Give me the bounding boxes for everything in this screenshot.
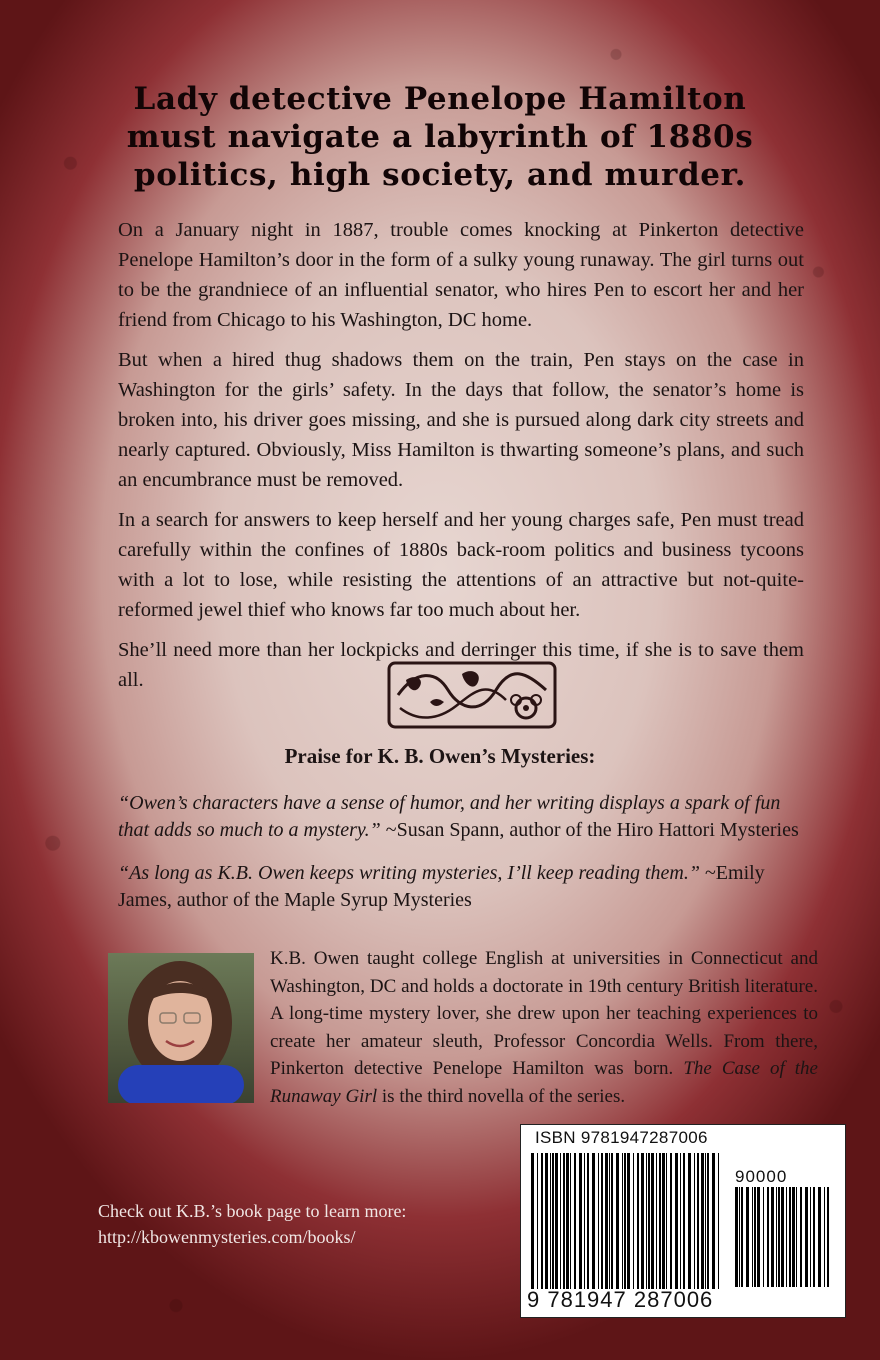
barcode-bar	[574, 1153, 576, 1289]
barcode-bar	[651, 1153, 654, 1289]
barcode-bar	[739, 1187, 740, 1287]
barcode-bar	[584, 1153, 585, 1289]
barcode-bar	[622, 1153, 623, 1289]
barcode-bar	[598, 1153, 599, 1289]
barcode-bar	[688, 1153, 691, 1289]
barcode-bar	[537, 1153, 538, 1289]
barcode-bar	[666, 1153, 667, 1289]
headline: Lady detective Penelope Hamilton must navigate a labyrinth of 1880s politics, high society, and murder.	[126, 81, 754, 193]
barcode-bar	[754, 1187, 756, 1287]
barcode-bar	[662, 1153, 665, 1289]
barcode-bar	[550, 1153, 551, 1289]
review-2	[118, 860, 808, 914]
barcode-bar	[810, 1187, 811, 1287]
synopsis-paragraph: In a search for answers to keep herself and her young charges safe, Pen must tread carefully within the confines of 1880s back-room politics and business tycoons with a lot to lose, while resisting the attentions of an attractive but not-quite-reformed jewel thief who knows far too much about her.	[118, 509, 804, 621]
barcode-bar	[531, 1153, 534, 1289]
barcode-bar	[552, 1153, 554, 1289]
barcode-bar	[579, 1153, 582, 1289]
barcode-bar	[741, 1187, 743, 1287]
barcode-bar	[818, 1187, 821, 1287]
bio-book-title: The Case of the Runaway Girl	[270, 1058, 818, 1107]
barcode-bar	[752, 1187, 753, 1287]
promo-text: Check out K.B.’s book page to learn more:	[98, 1201, 407, 1221]
floral-ornament-icon	[386, 660, 558, 730]
barcode-bar	[827, 1187, 829, 1287]
barcode-bar	[611, 1153, 613, 1289]
synopsis-paragraph: She’ll need more than her lockpicks and derringer this time, if she is to save them all.	[118, 639, 804, 691]
author-bio	[270, 945, 818, 1110]
review-quote: “As long as K.B. Owen keeps writing mysteries, I’ll keep reading them.”	[118, 862, 700, 884]
barcode-bar	[824, 1187, 825, 1287]
barcode-bar	[633, 1153, 634, 1289]
barcode-bar	[555, 1153, 558, 1289]
barcode-bar	[541, 1153, 543, 1289]
barcode-digits: 9 781947 287006	[527, 1287, 714, 1312]
barcode-bar	[670, 1153, 672, 1289]
review-quote: “Owen’s characters have a sense of humor, and her writing displays a spark of fun that adds so much to a mystery.”	[118, 792, 781, 841]
barcode-bar	[746, 1187, 749, 1287]
barcode-bar	[767, 1187, 769, 1287]
barcode-bar	[701, 1153, 704, 1289]
barcode-bar	[601, 1153, 603, 1289]
barcode-bar	[792, 1187, 795, 1287]
barcode-bar	[605, 1153, 608, 1289]
barcode-bar	[587, 1153, 589, 1289]
barcode-bar	[566, 1153, 569, 1289]
barcode-bar	[735, 1187, 738, 1287]
bio-text: K.B. Owen taught college English at universities in Connecticut and Washington, DC and holds a doctorate in 19th century British literature. A long-time mystery lover, she drew upon her teaching experiences to create her amateur sleuth, Professor Concordia Wells. From there, Pinkerton detective Penelope Hamilton was born.	[270, 948, 818, 1079]
barcode-bar	[627, 1153, 630, 1289]
barcode-bar	[718, 1153, 719, 1289]
review-1	[118, 790, 808, 844]
barcode-bar	[637, 1153, 639, 1289]
barcode-bar	[694, 1153, 695, 1289]
barcode-bar	[570, 1153, 571, 1289]
author-photo	[108, 953, 254, 1103]
synopsis-paragraph: But when a hired thug shadows them on the train, Pen stays on the case in Washington for the girls’ safety. In the days that follow, the senator’s home is broken into, his driver goes missing, and she is pursued along dark city streets and nearly captured. Obviously, Miss Hamilton is thwarting someone’s plans, and such an encumbrance must be removed.	[118, 349, 804, 491]
barcode-bar	[712, 1153, 715, 1289]
barcode-bar	[786, 1187, 787, 1287]
barcode-bar	[609, 1153, 610, 1289]
barcode-bar	[624, 1153, 626, 1289]
barcode-bar	[648, 1153, 650, 1289]
barcode-bar	[757, 1187, 760, 1287]
promo	[98, 1198, 498, 1250]
barcode-bar	[707, 1153, 709, 1289]
barcode-bar	[796, 1187, 797, 1287]
promo-url[interactable]: http://kbowenmysteries.com/books/	[98, 1227, 356, 1247]
barcode-bar	[781, 1187, 784, 1287]
barcode-bar	[800, 1187, 802, 1287]
barcode-bar	[675, 1153, 678, 1289]
barcode-bar	[763, 1187, 764, 1287]
barcode-bar	[563, 1153, 565, 1289]
barcode-bar	[683, 1153, 685, 1289]
barcode-bar	[813, 1187, 815, 1287]
barcode-bar	[705, 1153, 706, 1289]
barcode-bar	[776, 1187, 777, 1287]
barcode-bars	[531, 1153, 721, 1289]
barcode-bar	[697, 1153, 699, 1289]
review-attribution: ~Emily James, author of the Maple Syrup Mysteries	[118, 862, 765, 911]
barcode-bar	[646, 1153, 647, 1289]
barcode-bar	[560, 1153, 561, 1289]
barcode-bar	[656, 1153, 657, 1289]
synopsis-paragraph: On a January night in 1887, trouble comes knocking at Pinkerton detective Penelope Hamilton’s door in the form of a sulky young runaway. The girl turns out to be the grandniece of an influential senator, who hires Pen to escort her and her friend from Chicago to his Washington, DC home.	[118, 219, 804, 331]
bio-text-end: is the third novella of the series.	[377, 1085, 626, 1107]
praise-heading: Praise for K. B. Owen’s Mysteries:	[284, 744, 596, 768]
barcode-bar	[616, 1153, 619, 1289]
isbn-label: ISBN 9781947287006	[535, 1128, 708, 1147]
barcode-addon-bars	[735, 1187, 831, 1287]
barcode-bar	[805, 1187, 808, 1287]
barcode-bar	[789, 1187, 791, 1287]
barcode-bar	[545, 1153, 548, 1289]
barcode-bar	[641, 1153, 644, 1289]
review-attribution: ~Susan Spann, author of the Hiro Hattori Mysteries	[380, 819, 799, 841]
barcode-bar	[771, 1187, 774, 1287]
barcode-bar	[592, 1153, 595, 1289]
barcode-bar	[680, 1153, 681, 1289]
barcode-bar	[778, 1187, 780, 1287]
barcode	[520, 1124, 846, 1318]
barcode-bar	[659, 1153, 661, 1289]
price-code: 90000	[735, 1167, 788, 1186]
synopsis	[118, 215, 804, 705]
